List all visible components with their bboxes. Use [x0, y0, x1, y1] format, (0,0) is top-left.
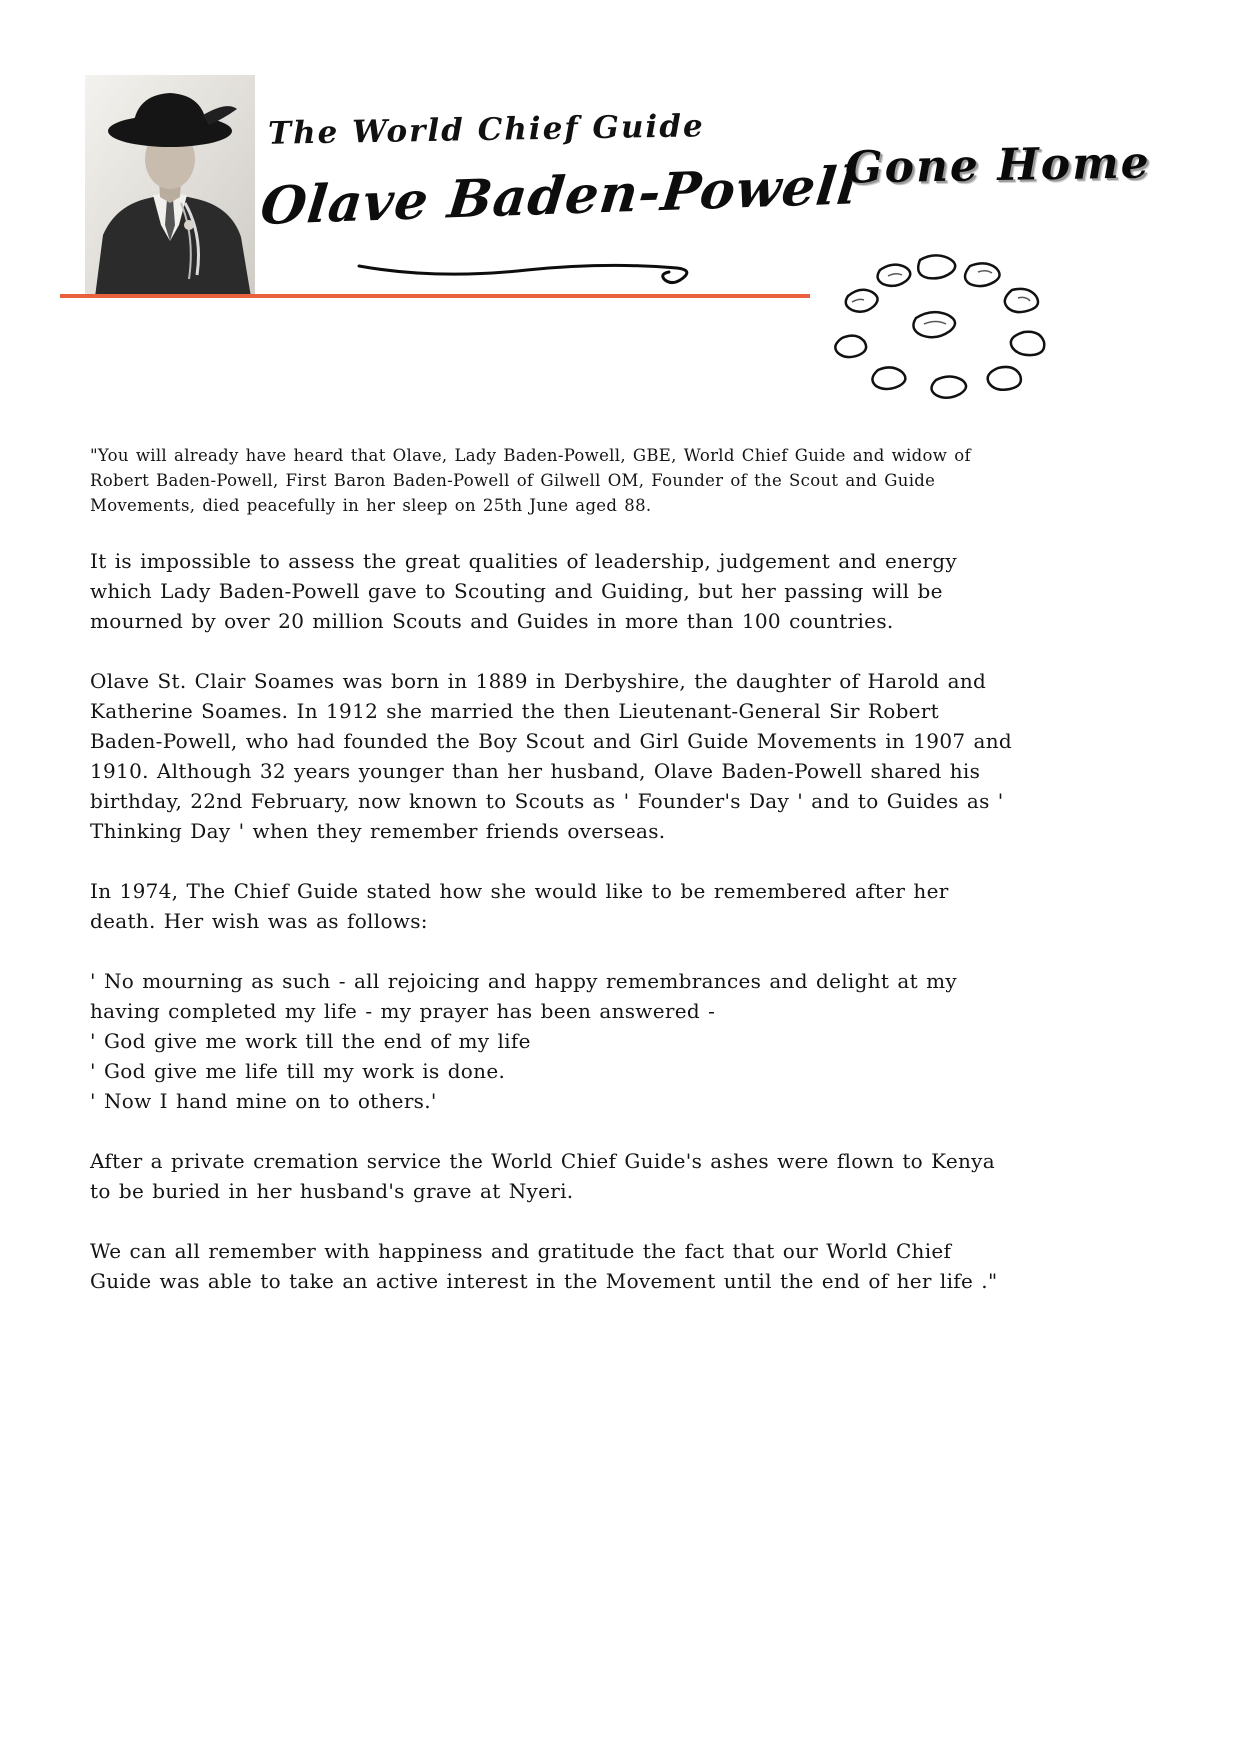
- portrait-illustration: [85, 75, 255, 297]
- signature-flourish-line: [357, 246, 697, 292]
- olave-portrait-photo: [85, 75, 255, 297]
- paragraph-announcement: "You will already have heard that Olave, Lady Baden-Powell, GBE, World Chief Guide and widow of Robert Baden-Powell, First Baron Baden-Powell of Gilwell OM, Founder of the Scout and Guide Movements, died peacefully in her sleep on 25th June aged 88.: [90, 446, 971, 515]
- signature-text: Olave Baden-Powell: [257, 155, 862, 238]
- quote-line-4: ' Now I hand mine on to others.': [90, 1089, 437, 1113]
- body-text: [90, 443, 1018, 1326]
- paragraph-quote: [90, 966, 1018, 1116]
- paragraph-closing: We can all remember with happiness and gratitude the fact that our World Chief Guide was able to take an active interest in the Movement until the end of her life .": [90, 1239, 998, 1293]
- divider-line: [60, 294, 810, 298]
- page-title: The World Chief Guide: [267, 108, 705, 152]
- signature: [257, 155, 862, 298]
- paragraph-wish-intro: In 1974, The Chief Guide stated how she would like to be remembered after her death. Her wish was as follows:: [90, 879, 949, 933]
- stone-circle-illustration: [812, 248, 1064, 406]
- quote-line-1: ' No mourning as such - all rejoicing and happy remembrances and delight at my having completed my life - my prayer has been answered -: [90, 969, 957, 1023]
- paragraph-cremation: After a private cremation service the World Chief Guide's ashes were flown to Kenya to be buried in her husband's grave at Nyeri.: [90, 1149, 995, 1203]
- paragraph-tribute: It is impossible to assess the great qualities of leadership, judgement and energy which Lady Baden-Powell gave to Scouting and Guiding, but her passing will be mourned by over 20 million Scouts and Guides in more than 100 countries.: [90, 549, 957, 633]
- gone-home-stone-circle-drawing: [812, 248, 1064, 406]
- gone-home-title: Gone Home: [844, 137, 1152, 194]
- quote-line-3: ' God give me life till my work is done.: [90, 1059, 506, 1083]
- quote-line-2: ' God give me work till the end of my life: [90, 1029, 531, 1053]
- paragraph-biography: Olave St. Clair Soames was born in 1889 in Derbyshire, the daughter of Harold and Katherine Soames. In 1912 she married the then Lieutenant-General Sir Robert Baden-Powell, who had founded the Boy Scout and Girl Guide Movements in 1907 and 1910. Although 32 years younger than her husband, Olave Baden-Powell shared his birthday, 22nd February, now known to Scouts as ' Founder's Day ' and to Guides as ' Thinking Day ' when they remember friends overseas.: [90, 669, 1013, 843]
